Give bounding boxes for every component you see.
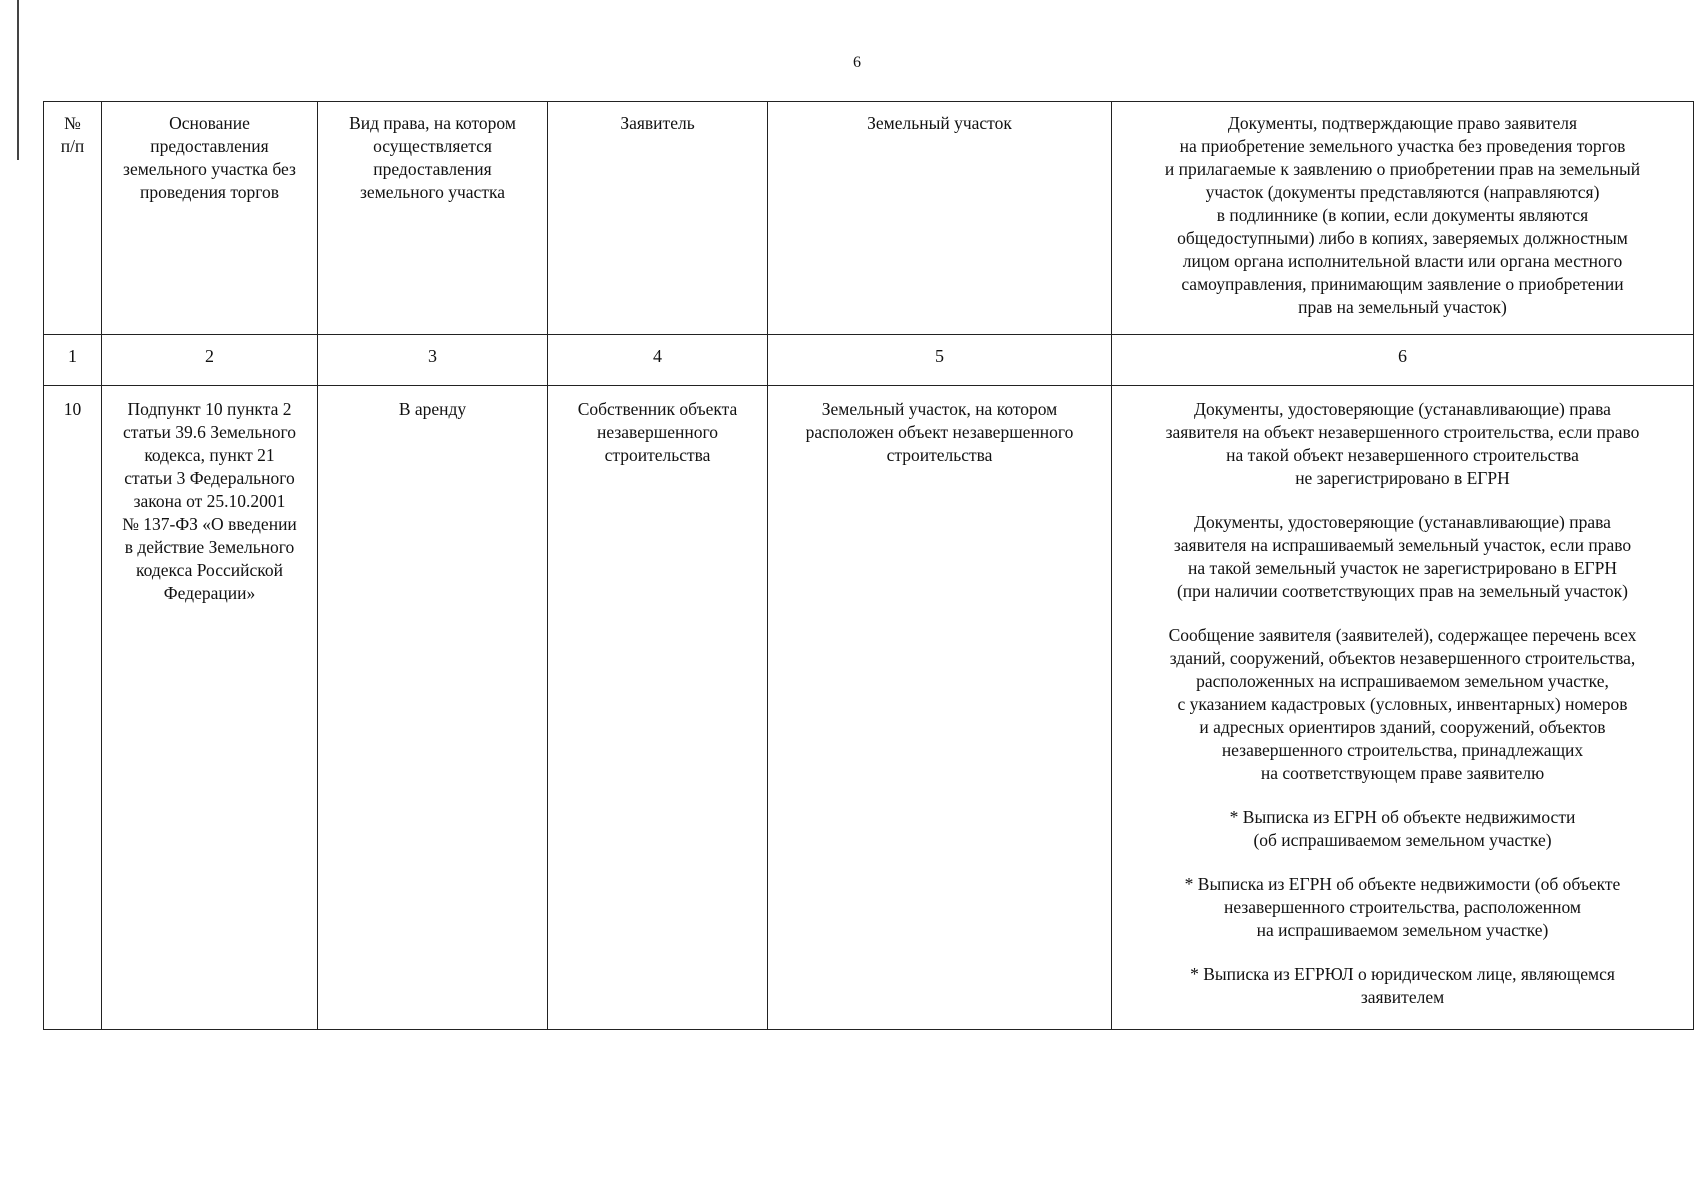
page-edge-mark	[17, 0, 19, 160]
column-number: 2	[102, 335, 318, 386]
header-documents: Документы, подтверждающие право заявителя на приобретение земельного участка без проведения торгов и прилагаемые к заявлению о приобретении прав на земельный участок (документы представляются (направляются) в подлиннике (в копии, если документы являются общедоступными) либо в копиях, заверяемых должностным лицом органа исполнительной власти или органа местного самоуправления, принимающим заявление о приобретении прав на земельный участок)	[1112, 102, 1694, 335]
header-right-type: Вид права, на котором осуществляется предоставления земельного участка	[318, 102, 548, 335]
land-plot-cell: Земельный участок, на котором расположен объект незавершенного строительства	[768, 386, 1112, 1030]
basis-cell: Подпункт 10 пункта 2 статьи 39.6 Земельного кодекса, пункт 21 статьи 3 Федерального закона от 25.10.2001 № 137-ФЗ «О введении в действие Земельного кодекса Российской Федерации»	[102, 386, 318, 1030]
column-number: 6	[1112, 335, 1694, 386]
table-row	[44, 386, 1694, 1030]
document-item: * Выписка из ЕГРН об объекте недвижимости (об испрашиваемом земельном участке)	[1229, 807, 1576, 850]
right-type-cell: В аренду	[318, 386, 548, 1030]
applicant-cell: Собственник объекта незавершенного строительства	[548, 386, 768, 1030]
column-number: 1	[44, 335, 102, 386]
document-item: Документы, удостоверяющие (устанавливающие) права заявителя на испрашиваемый земельный участок, если право на такой земельный участок не зарегистрировано в ЕГРН (при наличии соответствующих прав на земельный участок)	[1173, 512, 1632, 601]
document-item: * Выписка из ЕГРЮЛ о юридическом лице, являющемся заявителем	[1190, 964, 1615, 1007]
document-item: Сообщение заявителя (заявителей), содержащее перечень всех зданий, сооружений, объектов незавершенного строительства, расположенных на испрашиваемом земельном участке, с указанием кадастровых (условных, инвентарных) номеров и адресных ориентиров зданий, сооружений, объектов незавершенного строительства, принадлежащих на соответствующем праве заявителю	[1168, 625, 1637, 783]
document-item: * Выписка из ЕГРН об объекте недвижимости (об объекте незавершенного строительства, расположенном на испрашиваемом земельном участке)	[1184, 874, 1621, 940]
column-number-row	[44, 335, 1694, 386]
header-applicant: Заявитель	[548, 102, 768, 335]
header-basis: Основание предоставления земельного участка без проведения торгов	[102, 102, 318, 335]
documents-cell	[1112, 386, 1694, 1030]
column-number: 5	[768, 335, 1112, 386]
row-number-cell: 10	[44, 386, 102, 1030]
table-header-row	[44, 102, 1694, 335]
header-land-plot: Земельный участок	[768, 102, 1112, 335]
document-item: Документы, удостоверяющие (устанавливающие) права заявителя на объект незавершенного строительства, если право на такой объект незавершенного строительства не зарегистрировано в ЕГРН	[1165, 399, 1640, 488]
header-number: № п/п	[44, 102, 102, 335]
column-number: 3	[318, 335, 548, 386]
column-number: 4	[548, 335, 768, 386]
page-number: 6	[853, 54, 861, 71]
land-documents-table	[43, 101, 1694, 1030]
